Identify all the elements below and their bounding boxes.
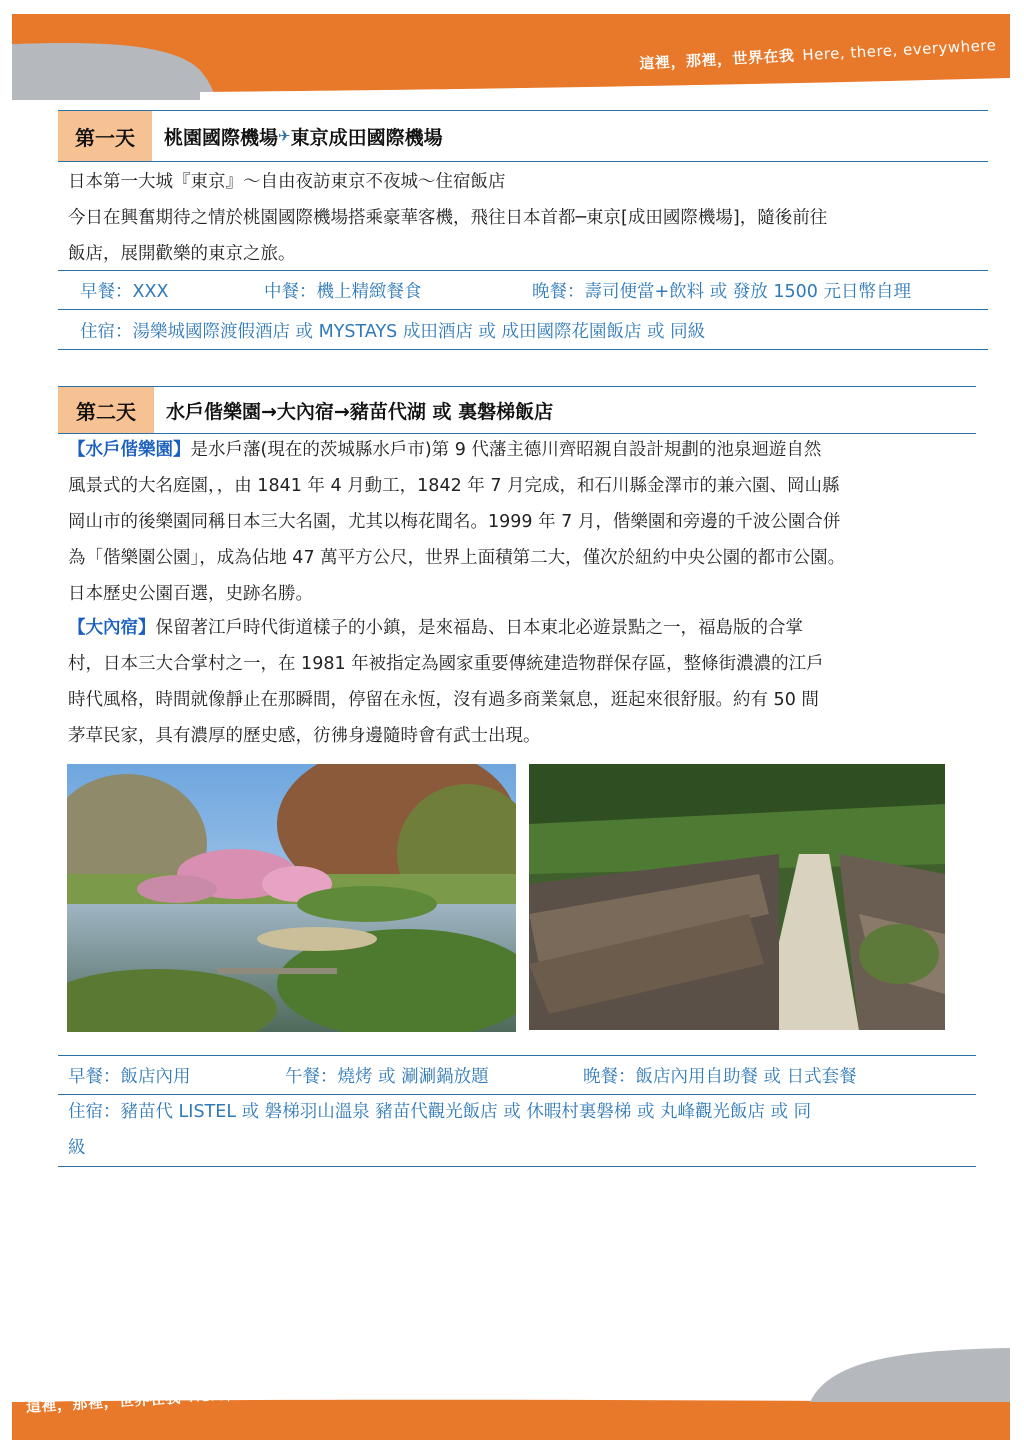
day1-description-line1: 今日在興奮期待之情於桃園國際機場搭乘豪華客機，飛往日本首都─東京[成田國際機場]，隨後前往 (68, 208, 828, 228)
day2-dinner: 晚餐：飯店內用自助餐 或 日式套餐 (583, 1066, 857, 1087)
slogan-zh: 這裡，那裡，世界在我 (638, 46, 795, 73)
kairakuen-paragraph (68, 432, 973, 612)
plane-icon: ✈ (278, 127, 291, 145)
ouchijuku-line-2: 村，日本三大合掌村之一，在 1981 年被指定為國家重要傳統建造物群保存區，整條街濃濃的江戶 (68, 654, 824, 674)
top-banner (0, 0, 1024, 110)
day2-breakfast: 早餐：飯店內用 (68, 1066, 191, 1087)
kairakuen-line-1: 是水戶藩(現在的茨城縣水戶市)第 9 代藩主德川齊昭親自設計規劃的池泉迴遊自然 (190, 440, 822, 460)
ouchijuku-paragraph (68, 610, 973, 754)
day1-subtitle: 日本第一大城『東京』～自由夜訪東京不夜城～住宿飯店 (68, 172, 506, 192)
day2-lunch: 午餐：燒烤 或 涮涮鍋放題 (285, 1066, 489, 1087)
ouchijuku-line-3: 時代風格，時間就像靜止在那瞬間，停留在永恆，沒有過多商業氣息，逛起來很舒服。約有 50 間 (68, 690, 819, 710)
day1-hotel-row (58, 311, 988, 350)
day2-header (58, 386, 976, 434)
day2-hotel-line2: 級 (68, 1138, 86, 1158)
slogan-zh: 這裡，那裡，世界在我 (25, 1388, 182, 1416)
kairakuen-line-5: 日本歷史公園百選，史跡名勝。 (68, 584, 313, 604)
day1-header (58, 110, 988, 162)
day1-hotel: 住宿：湯樂城國際渡假酒店 或 MYSTAYS 成田酒店 或 成田國際花園飯店 或 同級 (80, 321, 706, 342)
day1-breakfast: 早餐：XXX (80, 281, 169, 302)
kairakuen-garden-photo (67, 764, 516, 1032)
bottom-banner (0, 1340, 1024, 1448)
day2-meal-row (58, 1056, 976, 1095)
day1-title-to: 東京成田國際機場 (290, 126, 443, 149)
ouchijuku-village-photo (529, 764, 945, 1030)
kairakuen-line-3: 岡山市的後樂園同稱日本三大名園，尤其以梅花聞名。1999 年 7 月，偕樂園和旁邊的千波公園合併 (68, 512, 841, 532)
ouchijuku-line-1: 保留著江戶時代街道樣子的小鎮，是來福島、日本東北必遊景點之一，福島版的合掌 (155, 618, 803, 638)
slogan-en: Here, there, everywhere (188, 1376, 384, 1407)
day2-hotel-row (58, 1094, 976, 1167)
kairakuen-line-2: 風景式的大名庭園，，由 1841 年 4 月動工，1842 年 7 月完成，和石川縣金澤市的兼六園、岡山縣 (68, 476, 840, 496)
kairakuen-tag: 【水戶偕樂園】 (68, 440, 191, 460)
day1-description-line2: 飯店，展開歡樂的東京之旅。 (68, 244, 296, 264)
day1-lunch: 中餐：機上精緻餐食 (264, 281, 422, 302)
day2-hotel-line1: 住宿：豬苗代 LISTEL 或 磐梯羽山溫泉 豬苗代觀光飯店 或 休暇村裏磐梯 或 丸峰觀光飯店 或 同 (68, 1102, 812, 1122)
day1-title-from: 桃園國際機場 (164, 126, 279, 149)
ouchijuku-line-4: 茅草民家，具有濃厚的歷史感，彷彿身邊隨時會有武士出現。 (68, 726, 541, 746)
day2-title: 水戶偕樂園→大內宿→豬苗代湖 或 裏磐梯飯店 (166, 400, 554, 423)
day2-label: 第二天 (58, 387, 154, 433)
day1-label: 第一天 (58, 111, 152, 161)
day1-meal-row (58, 271, 988, 310)
ouchijuku-tag: 【大內宿】 (68, 618, 156, 638)
day1-dinner: 晚餐：壽司便當+飲料 或 發放 1500 元日幣自理 (532, 281, 911, 302)
kairakuen-line-4: 為「偕樂園公園」，成為佔地 47 萬平方公尺，世界上面積第二大，僅次於紐約中央公園的都市公園。 (68, 548, 846, 568)
day1-title (152, 111, 443, 161)
slogan-en: Here, there, everywhere (801, 36, 997, 65)
